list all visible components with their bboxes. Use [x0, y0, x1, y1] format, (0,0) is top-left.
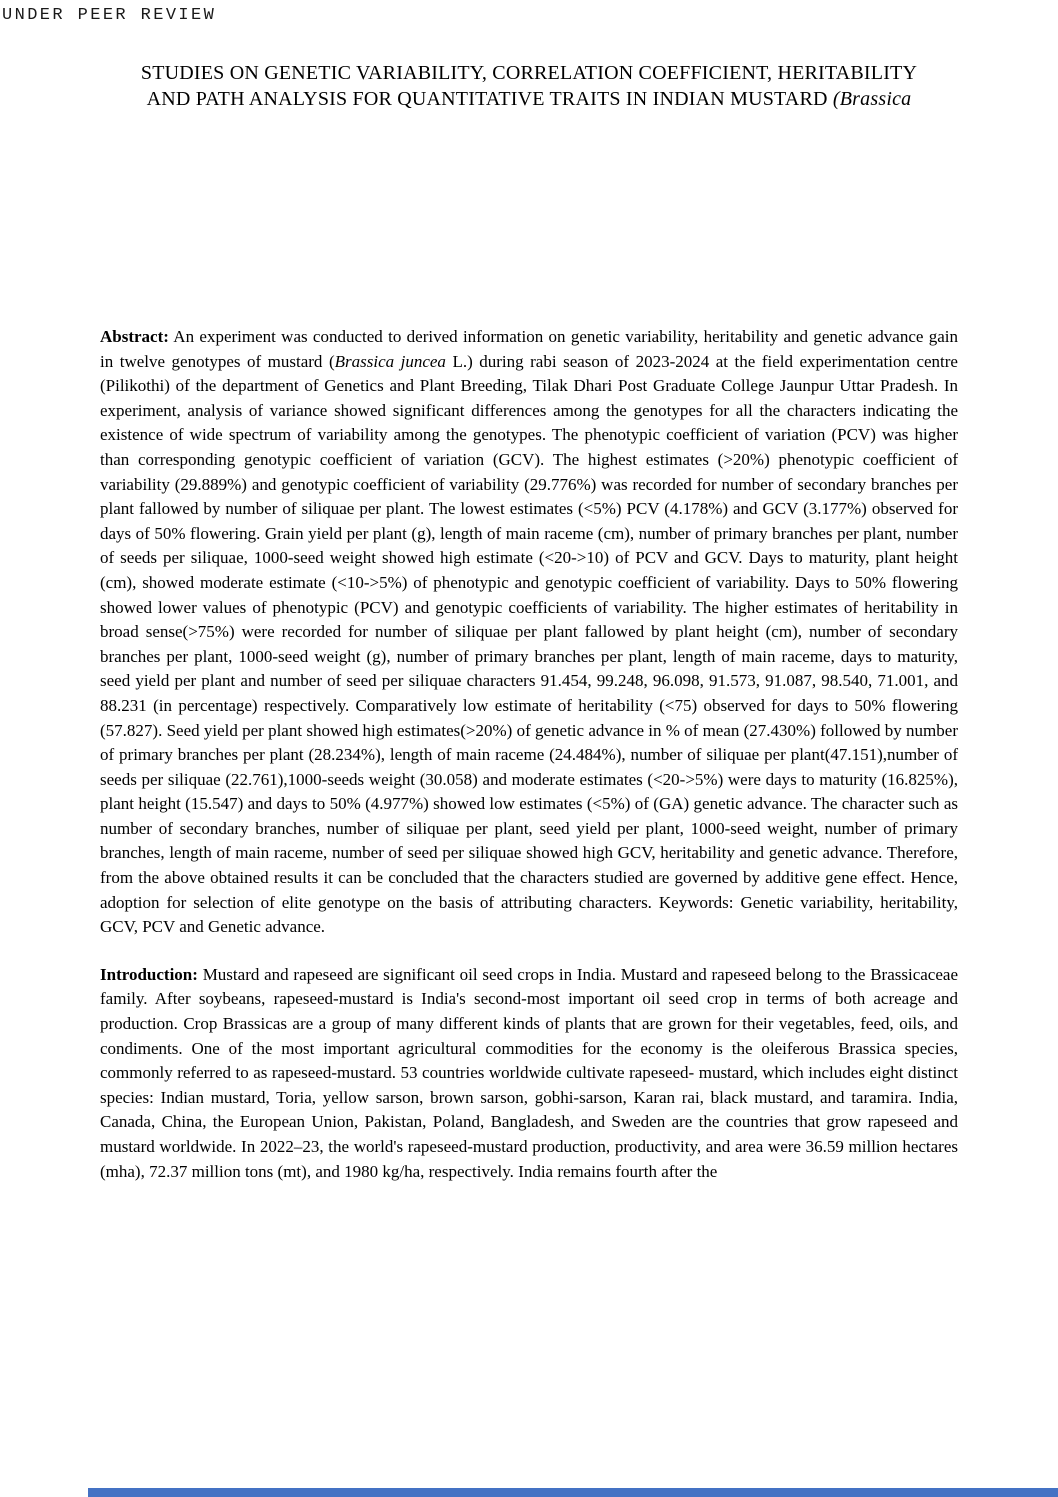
paper-title	[100, 60, 958, 112]
footer-accent-bar	[88, 1488, 1058, 1497]
introduction-paragraph: Introduction: Mustard and rapeseed are significant oil seed crops in India. Mustard and rapeseed belong to the Brassicaceae family. After soybeans, rapeseed-mustard is India's second-most important oil seed crop in terms of both acreage and production. Crop Brassicas are a group of many different kinds of plants that are grown for their vegetables, feed, oils, and condiments. One of the most important agricultural commodities for the economy is the oleiferous Brassica species, commonly referred to as rapeseed-mustard. 53 countries worldwide cultivate rapeseed- mustard, which includes eight distinct species: Indian mustard, Toria, yellow sarson, brown sarson, gobhi-sarson, Karan rai, black mustard, and taramira. India, Canada, China, the European Union, Pakistan, Poland, Bangladesh, and Sweden are the countries that grow rapeseed and mustard worldwide. In 2022–23, the world's rapeseed-mustard production, productivity, and area were 36.59 million hectares (mha), 72.37 million tons (mt), and 1980 kg/ha, respectively. India remains fourth after the	[100, 964, 958, 1181]
paper-title-line-2: AND PATH ANALYSIS FOR QUANTITATIVE TRAITS IN INDIAN MUSTARD (Brassica	[146, 88, 912, 110]
peer-review-watermark: UNDER PEER REVIEW	[2, 6, 217, 25]
paper-title-line-1: STUDIES ON GENETIC VARIABILITY, CORRELATION COEFFICIENT, HERITABILITY	[140, 62, 918, 84]
abstract-paragraph: Abstract: An experiment was conducted to derived information on genetic variability, heritability and genetic advance gain in twelve genotypes of mustard (Brassica juncea L.) during rabi season of 2023-2024 at the field experimentation centre (Pilikothi) of the department of Genetics and Plant Breeding, Tilak Dhari Post Graduate College Jaunpur Uttar Pradesh. In experiment, analysis of variance showed significant differences among the genotypes for all the characters indicating the existence of wide spectrum of variability among the genotypes. The phenotypic coefficient of variation (PCV) was higher than corresponding genotypic coefficient of variation (GCV). The highest estimates (>20%) phenotypic coefficient of variability (29.889%) and genotypic coefficient of variability (29.776%) was recorded for number of secondary branches per plant fallowed by number of siliquae per plant. The lowest estimates (<5%) PCV (4.178%) and GCV (3.177%) observed for days of 50% flowering. Grain yield per plant (g), length of main raceme (cm), number of primary branches per plant, number of seeds per siliquae, 1000-seed weight showed high estimate (<20->10) of PCV and GCV. Days to maturity, plant height (cm), showed moderate estimate (<10->5%) of phenotypic and genotypic coefficient of variability. Days to 50% flowering showed lower values of phenotypic (PCV) and genotypic coefficients of variability. The higher estimates of heritability in broad sense(>75%) were recorded for number of siliquae per plant fallowed by plant height (cm), number of secondary branches per plant, 1000-seed weight (g), number of primary branches per plant, length of main raceme, days to maturity, seed yield per plant and number of seed per siliquae characters 91.454, 99.248, 96.098, 91.573, 91.087, 98.540, 71.001, and 88.231 (in percentage) respectively. Comparatively low estimate of heritability (<75) observed for days to 50% flowering (57.827). Seed yield per plant showed high estimates(>20%) of genetic advance in % of mean (27.430%) followed by number of primary branches per plant (28.234%), length of main raceme (24.484%), number of siliquae per plant(47.151),number of seeds per siliquae (22.761),1000-seeds weight (30.058) and moderate estimates (<20->5%) were days to maturity (16.825%), plant height (15.547) and days to 50% (4.977%) showed low estimates (<5%) of (GA) genetic advance. The character such as number of secondary branches, number of siliquae per plant, seed yield per plant, 1000-seed weight, number of primary branches, length of main raceme, number of seed per siliquae showed high GCV, heritability and genetic advance. Therefore, from the above obtained results it can be concluded that the characters studied are governed by additive gene effect. Hence, adoption for selection of elite genotype on the basis of attributing characters. Keywords: Genetic variability, heritability, GCV, PCV and Genetic advance.	[100, 327, 958, 937]
manuscript-body	[100, 0, 958, 1201]
